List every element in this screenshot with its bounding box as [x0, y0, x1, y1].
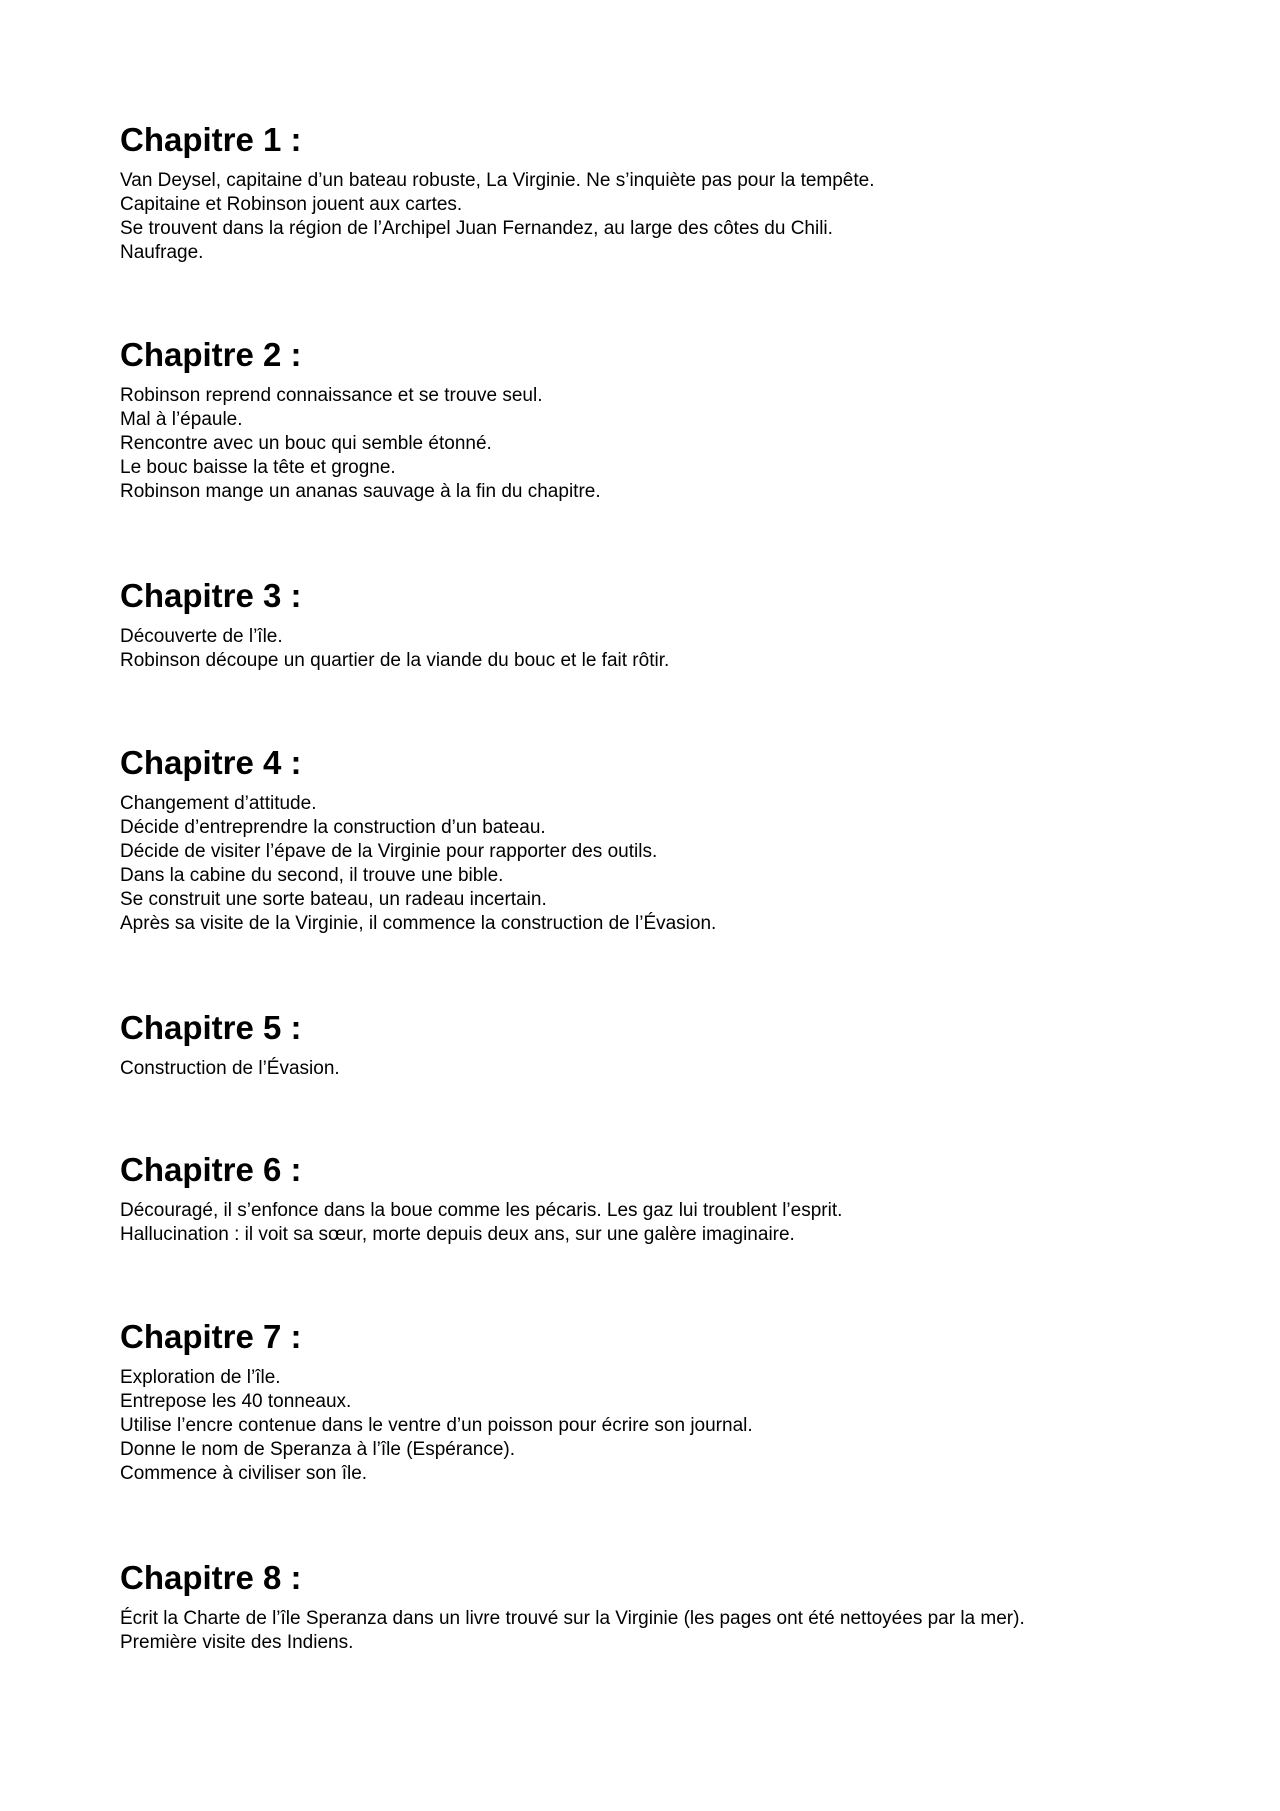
chapter-6-line-2: Hallucination : il voit sa sœur, morte depuis deux ans, sur une galère imaginaire.	[120, 1224, 795, 1245]
chapter-3-title: Chapitre 3 :	[120, 577, 302, 614]
chapter-1-title: Chapitre 1 :	[120, 121, 302, 158]
chapter-5-line-1: Construction de l’Évasion.	[120, 1058, 340, 1079]
chapter-8-title: Chapitre 8 :	[120, 1559, 302, 1596]
chapter-6-title: Chapitre 6 :	[120, 1151, 302, 1188]
chapter-7-line-4: Donne le nom de Speranza à l’île (Espérance).	[120, 1439, 516, 1460]
chapter-4-line-6: Après sa visite de la Virginie, il commence la construction de l’Évasion.	[120, 913, 717, 934]
chapter-7-line-5: Commence à civiliser son île.	[120, 1463, 368, 1484]
chapter-8-section	[120, 1558, 1180, 1655]
chapter-4-line-5: Se construit une sorte bateau, un radeau incertain.	[120, 889, 547, 910]
chapter-8-line-1: Écrit la Charte de l’île Speranza dans un livre trouvé sur la Virginie (les pages ont été nettoyées par la mer).	[120, 1608, 1025, 1629]
chapter-3-line-2: Robinson découpe un quartier de la viande du bouc et le fait rôtir.	[120, 650, 670, 671]
chapter-5-section	[120, 1008, 1180, 1081]
chapter-1-line-4: Naufrage.	[120, 242, 204, 263]
chapter-6-line-1: Découragé, il s’enfonce dans la boue comme les pécaris. Les gaz lui troublent l’esprit.	[120, 1200, 843, 1221]
chapter-7-line-3: Utilise l’encre contenue dans le ventre d’un poisson pour écrire son journal.	[120, 1415, 753, 1436]
chapter-7-title: Chapitre 7 :	[120, 1318, 302, 1355]
chapter-2-line-2: Mal à l’épaule.	[120, 409, 243, 430]
chapter-4-title: Chapitre 4 :	[120, 744, 302, 781]
chapter-1-line-3: Se trouvent dans la région de l’Archipel Juan Fernandez, au large des côtes du Chili.	[120, 218, 833, 239]
chapter-1-section	[120, 120, 1180, 265]
chapter-2-line-4: Le bouc baisse la tête et grogne.	[120, 457, 396, 478]
chapter-6-summary	[120, 1199, 1180, 1247]
chapter-3-line-1: Découverte de l’île.	[120, 626, 283, 647]
chapter-2-line-1: Robinson reprend connaissance et se trouve seul.	[120, 385, 543, 406]
chapter-4-line-3: Décide de visiter l’épave de la Virginie pour rapporter des outils.	[120, 841, 658, 862]
chapter-8-summary	[120, 1607, 1180, 1655]
chapter-7-summary	[120, 1366, 1180, 1486]
chapter-2-summary	[120, 384, 1180, 504]
chapter-4-line-1: Changement d’attitude.	[120, 793, 317, 814]
chapter-1-line-1: Van Deysel, capitaine d’un bateau robuste, La Virginie. Ne s’inquiète pas pour la tempête.	[120, 170, 875, 191]
chapter-7-line-1: Exploration de l’île.	[120, 1367, 281, 1388]
chapter-8-line-2: Première visite des Indiens.	[120, 1632, 354, 1653]
chapter-1-summary	[120, 169, 1180, 265]
chapter-2-line-3: Rencontre avec un bouc qui semble étonné.	[120, 433, 492, 454]
chapter-4-line-4: Dans la cabine du second, il trouve une bible.	[120, 865, 504, 886]
chapter-5-summary	[120, 1057, 1180, 1081]
chapter-3-summary	[120, 625, 1180, 673]
chapter-5-title: Chapitre 5 :	[120, 1009, 302, 1046]
chapter-4-summary	[120, 792, 1180, 936]
chapter-3-section	[120, 576, 1180, 673]
chapter-1-line-2: Capitaine et Robinson jouent aux cartes.	[120, 194, 463, 215]
chapter-7-section	[120, 1317, 1180, 1486]
chapter-4-section	[120, 743, 1180, 936]
chapter-2-title: Chapitre 2 :	[120, 336, 302, 373]
chapter-7-line-2: Entrepose les 40 tonneaux.	[120, 1391, 352, 1412]
chapter-4-line-2: Décide d’entreprendre la construction d’un bateau.	[120, 817, 546, 838]
chapter-2-section	[120, 335, 1180, 504]
chapter-2-line-5: Robinson mange un ananas sauvage à la fin du chapitre.	[120, 481, 601, 502]
chapter-6-section	[120, 1150, 1180, 1247]
